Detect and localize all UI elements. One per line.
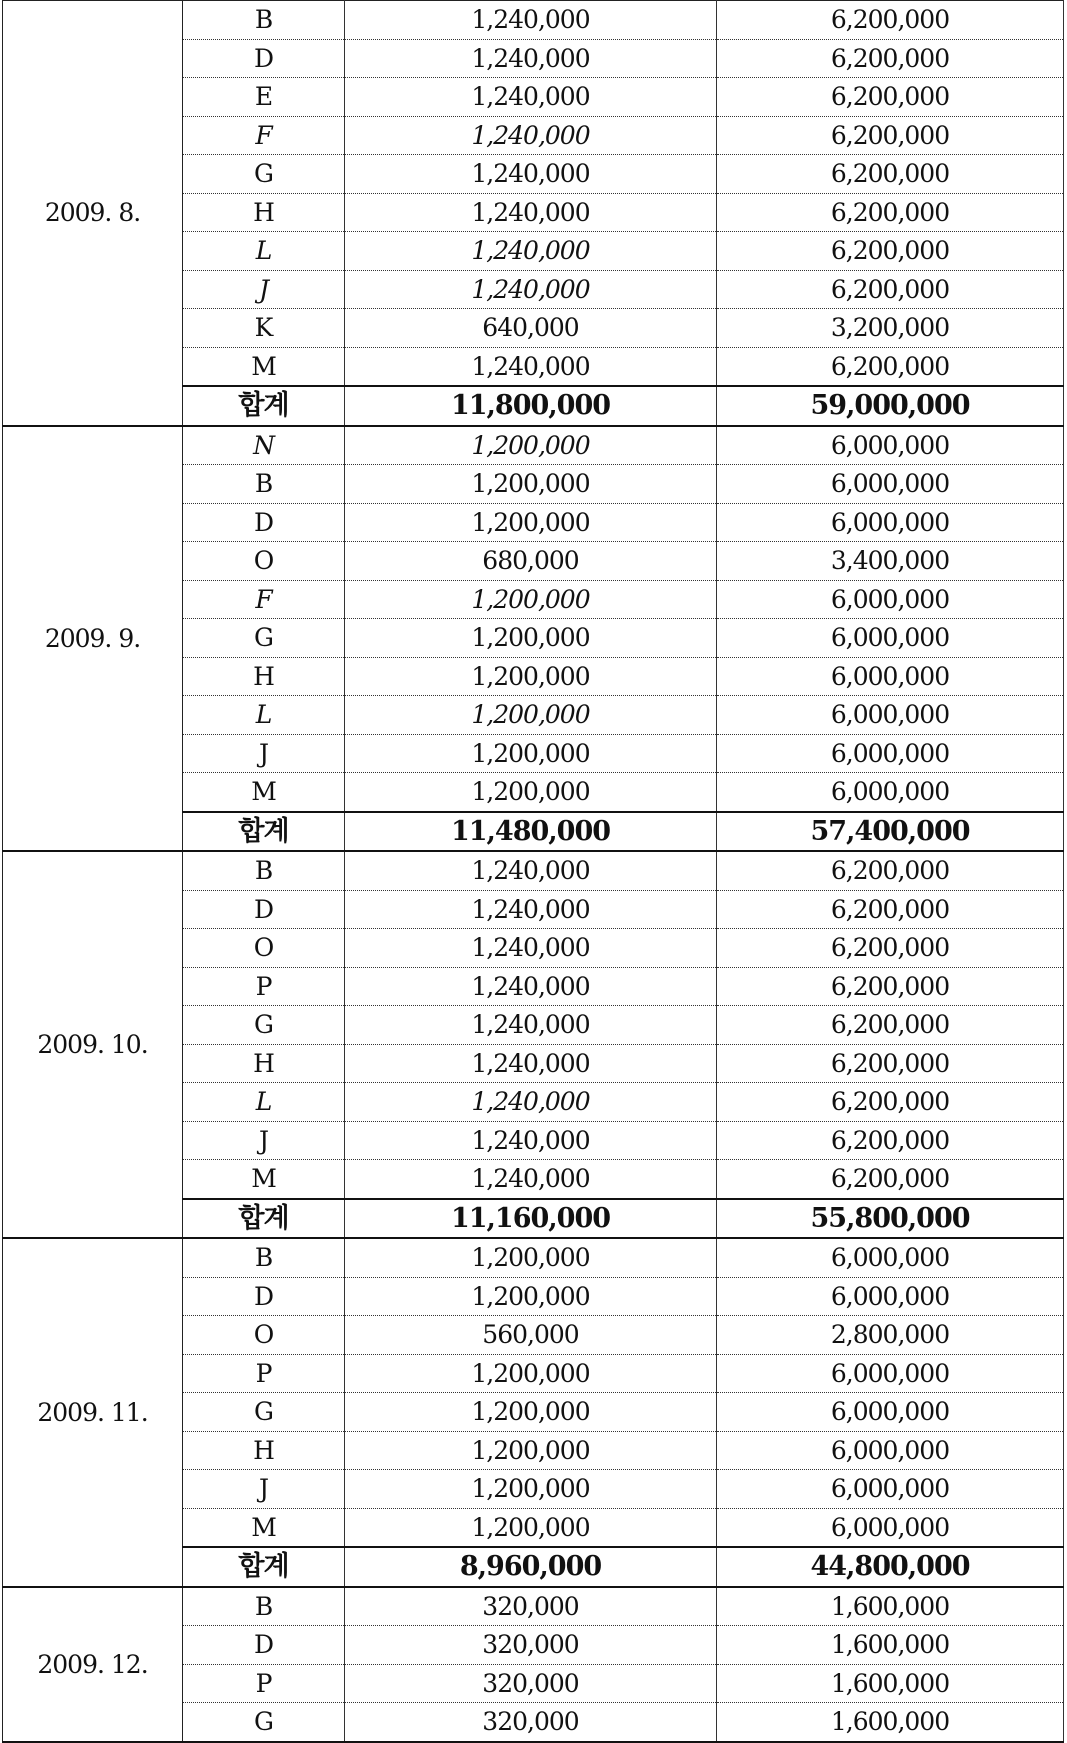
total-cell: 6,000,000 bbox=[717, 426, 1064, 465]
name-cell: D bbox=[183, 890, 345, 929]
amount-cell: 1,240,000 bbox=[345, 1121, 717, 1160]
total-cell: 6,200,000 bbox=[717, 232, 1064, 271]
total-cell: 6,200,000 bbox=[717, 1044, 1064, 1083]
amount-cell: 1,240,000 bbox=[345, 1083, 717, 1122]
name-cell: O bbox=[183, 542, 345, 581]
total-cell: 1,600,000 bbox=[717, 1664, 1064, 1703]
name-cell: B bbox=[183, 851, 345, 890]
payment-table-body bbox=[3, 1, 1064, 1742]
total-cell: 6,000,000 bbox=[717, 1508, 1064, 1547]
total-cell: 6,200,000 bbox=[717, 929, 1064, 968]
name-cell: O bbox=[183, 929, 345, 968]
amount-cell: 1,240,000 bbox=[345, 270, 717, 309]
total-cell: 6,000,000 bbox=[717, 1277, 1064, 1316]
name-cell: M bbox=[183, 1160, 345, 1199]
amount-cell: 1,200,000 bbox=[345, 1508, 717, 1547]
total-cell: 3,200,000 bbox=[717, 309, 1064, 348]
amount-cell: 320,000 bbox=[345, 1703, 717, 1742]
amount-cell: 1,240,000 bbox=[345, 1044, 717, 1083]
total-cell: 6,200,000 bbox=[717, 39, 1064, 78]
amount-cell: 1,240,000 bbox=[345, 1, 717, 40]
amount-cell: 1,200,000 bbox=[345, 1277, 717, 1316]
amount-cell: 1,240,000 bbox=[345, 890, 717, 929]
name-cell: D bbox=[183, 39, 345, 78]
subtotal-amount: 11,480,000 bbox=[345, 812, 717, 852]
total-cell: 3,400,000 bbox=[717, 542, 1064, 581]
amount-cell: 1,240,000 bbox=[345, 967, 717, 1006]
amount-cell: 1,240,000 bbox=[345, 1160, 717, 1199]
amount-cell: 560,000 bbox=[345, 1316, 717, 1355]
amount-cell: 1,240,000 bbox=[345, 116, 717, 155]
table-row bbox=[3, 851, 1064, 890]
name-cell: H bbox=[183, 657, 345, 696]
total-cell: 6,000,000 bbox=[717, 1354, 1064, 1393]
total-cell: 6,000,000 bbox=[717, 503, 1064, 542]
total-cell: 6,000,000 bbox=[717, 734, 1064, 773]
total-cell: 6,200,000 bbox=[717, 270, 1064, 309]
subtotal-amount: 11,800,000 bbox=[345, 386, 717, 426]
total-cell: 6,000,000 bbox=[717, 465, 1064, 504]
total-cell: 6,200,000 bbox=[717, 967, 1064, 1006]
amount-cell: 1,240,000 bbox=[345, 232, 717, 271]
amount-cell: 320,000 bbox=[345, 1664, 717, 1703]
amount-cell: 1,240,000 bbox=[345, 347, 717, 386]
total-cell: 1,600,000 bbox=[717, 1703, 1064, 1742]
amount-cell: 1,200,000 bbox=[345, 696, 717, 735]
subtotal-amount: 8,960,000 bbox=[345, 1547, 717, 1587]
name-cell: J bbox=[183, 1470, 345, 1509]
total-cell: 6,000,000 bbox=[717, 696, 1064, 735]
name-cell: P bbox=[183, 1664, 345, 1703]
total-cell: 6,000,000 bbox=[717, 619, 1064, 658]
name-cell: J bbox=[183, 1121, 345, 1160]
subtotal-label: 합계 bbox=[183, 1199, 345, 1239]
amount-cell: 640,000 bbox=[345, 309, 717, 348]
amount-cell: 1,240,000 bbox=[345, 1006, 717, 1045]
amount-cell: 1,240,000 bbox=[345, 78, 717, 117]
total-cell: 6,200,000 bbox=[717, 1, 1064, 40]
name-cell: M bbox=[183, 773, 345, 812]
total-cell: 6,000,000 bbox=[717, 1393, 1064, 1432]
amount-cell: 1,240,000 bbox=[345, 193, 717, 232]
total-cell: 6,200,000 bbox=[717, 155, 1064, 194]
total-cell: 6,200,000 bbox=[717, 78, 1064, 117]
name-cell: D bbox=[183, 1626, 345, 1665]
month-cell: 2009. 12. bbox=[3, 1587, 183, 1742]
amount-cell: 1,200,000 bbox=[345, 503, 717, 542]
name-cell: E bbox=[183, 78, 345, 117]
name-cell: J bbox=[183, 270, 345, 309]
amount-cell: 1,200,000 bbox=[345, 1470, 717, 1509]
subtotal-total: 44,800,000 bbox=[717, 1547, 1064, 1587]
subtotal-total: 55,800,000 bbox=[717, 1199, 1064, 1239]
total-cell: 6,200,000 bbox=[717, 347, 1064, 386]
name-cell: B bbox=[183, 1, 345, 40]
table-row bbox=[3, 1587, 1064, 1626]
subtotal-label: 합계 bbox=[183, 1547, 345, 1587]
name-cell: G bbox=[183, 1703, 345, 1742]
amount-cell: 1,240,000 bbox=[345, 929, 717, 968]
payment-table bbox=[2, 0, 1064, 1743]
name-cell: O bbox=[183, 1316, 345, 1355]
name-cell: F bbox=[183, 580, 345, 619]
total-cell: 6,000,000 bbox=[717, 1238, 1064, 1277]
amount-cell: 1,240,000 bbox=[345, 155, 717, 194]
subtotal-label: 합계 bbox=[183, 386, 345, 426]
name-cell: L bbox=[183, 1083, 345, 1122]
name-cell: L bbox=[183, 696, 345, 735]
month-cell: 2009. 8. bbox=[3, 1, 183, 426]
subtotal-label: 합계 bbox=[183, 812, 345, 852]
total-cell: 1,600,000 bbox=[717, 1587, 1064, 1626]
name-cell: N bbox=[183, 426, 345, 465]
amount-cell: 1,200,000 bbox=[345, 657, 717, 696]
total-cell: 6,200,000 bbox=[717, 1083, 1064, 1122]
amount-cell: 1,200,000 bbox=[345, 426, 717, 465]
month-cell: 2009. 11. bbox=[3, 1238, 183, 1587]
amount-cell: 1,200,000 bbox=[345, 1238, 717, 1277]
amount-cell: 1,200,000 bbox=[345, 619, 717, 658]
amount-cell: 1,200,000 bbox=[345, 1393, 717, 1432]
table-row bbox=[3, 1, 1064, 40]
amount-cell: 1,200,000 bbox=[345, 1354, 717, 1393]
name-cell: G bbox=[183, 1006, 345, 1045]
name-cell: F bbox=[183, 116, 345, 155]
amount-cell: 1,200,000 bbox=[345, 1431, 717, 1470]
name-cell: H bbox=[183, 1044, 345, 1083]
amount-cell: 1,200,000 bbox=[345, 734, 717, 773]
table-row bbox=[3, 426, 1064, 465]
amount-cell: 320,000 bbox=[345, 1626, 717, 1665]
name-cell: G bbox=[183, 1393, 345, 1432]
total-cell: 2,800,000 bbox=[717, 1316, 1064, 1355]
total-cell: 6,200,000 bbox=[717, 116, 1064, 155]
name-cell: P bbox=[183, 967, 345, 1006]
name-cell: G bbox=[183, 619, 345, 658]
total-cell: 1,600,000 bbox=[717, 1626, 1064, 1665]
subtotal-total: 57,400,000 bbox=[717, 812, 1064, 852]
name-cell: K bbox=[183, 309, 345, 348]
total-cell: 6,000,000 bbox=[717, 773, 1064, 812]
amount-cell: 1,200,000 bbox=[345, 580, 717, 619]
name-cell: D bbox=[183, 1277, 345, 1316]
name-cell: B bbox=[183, 465, 345, 504]
total-cell: 6,000,000 bbox=[717, 657, 1064, 696]
name-cell: L bbox=[183, 232, 345, 271]
total-cell: 6,000,000 bbox=[717, 1470, 1064, 1509]
amount-cell: 1,240,000 bbox=[345, 39, 717, 78]
total-cell: 6,200,000 bbox=[717, 890, 1064, 929]
amount-cell: 1,240,000 bbox=[345, 851, 717, 890]
total-cell: 6,000,000 bbox=[717, 1431, 1064, 1470]
amount-cell: 680,000 bbox=[345, 542, 717, 581]
total-cell: 6,200,000 bbox=[717, 1160, 1064, 1199]
total-cell: 6,200,000 bbox=[717, 1006, 1064, 1045]
total-cell: 6,200,000 bbox=[717, 193, 1064, 232]
name-cell: B bbox=[183, 1587, 345, 1626]
name-cell: D bbox=[183, 503, 345, 542]
subtotal-total: 59,000,000 bbox=[717, 386, 1064, 426]
name-cell: M bbox=[183, 347, 345, 386]
subtotal-amount: 11,160,000 bbox=[345, 1199, 717, 1239]
name-cell: J bbox=[183, 734, 345, 773]
month-cell: 2009. 10. bbox=[3, 851, 183, 1238]
amount-cell: 1,200,000 bbox=[345, 465, 717, 504]
name-cell: G bbox=[183, 155, 345, 194]
month-cell: 2009. 9. bbox=[3, 426, 183, 852]
name-cell: M bbox=[183, 1508, 345, 1547]
name-cell: B bbox=[183, 1238, 345, 1277]
name-cell: P bbox=[183, 1354, 345, 1393]
table-row bbox=[3, 1238, 1064, 1277]
total-cell: 6,200,000 bbox=[717, 851, 1064, 890]
total-cell: 6,000,000 bbox=[717, 580, 1064, 619]
name-cell: H bbox=[183, 1431, 345, 1470]
amount-cell: 1,200,000 bbox=[345, 773, 717, 812]
name-cell: H bbox=[183, 193, 345, 232]
amount-cell: 320,000 bbox=[345, 1587, 717, 1626]
total-cell: 6,200,000 bbox=[717, 1121, 1064, 1160]
